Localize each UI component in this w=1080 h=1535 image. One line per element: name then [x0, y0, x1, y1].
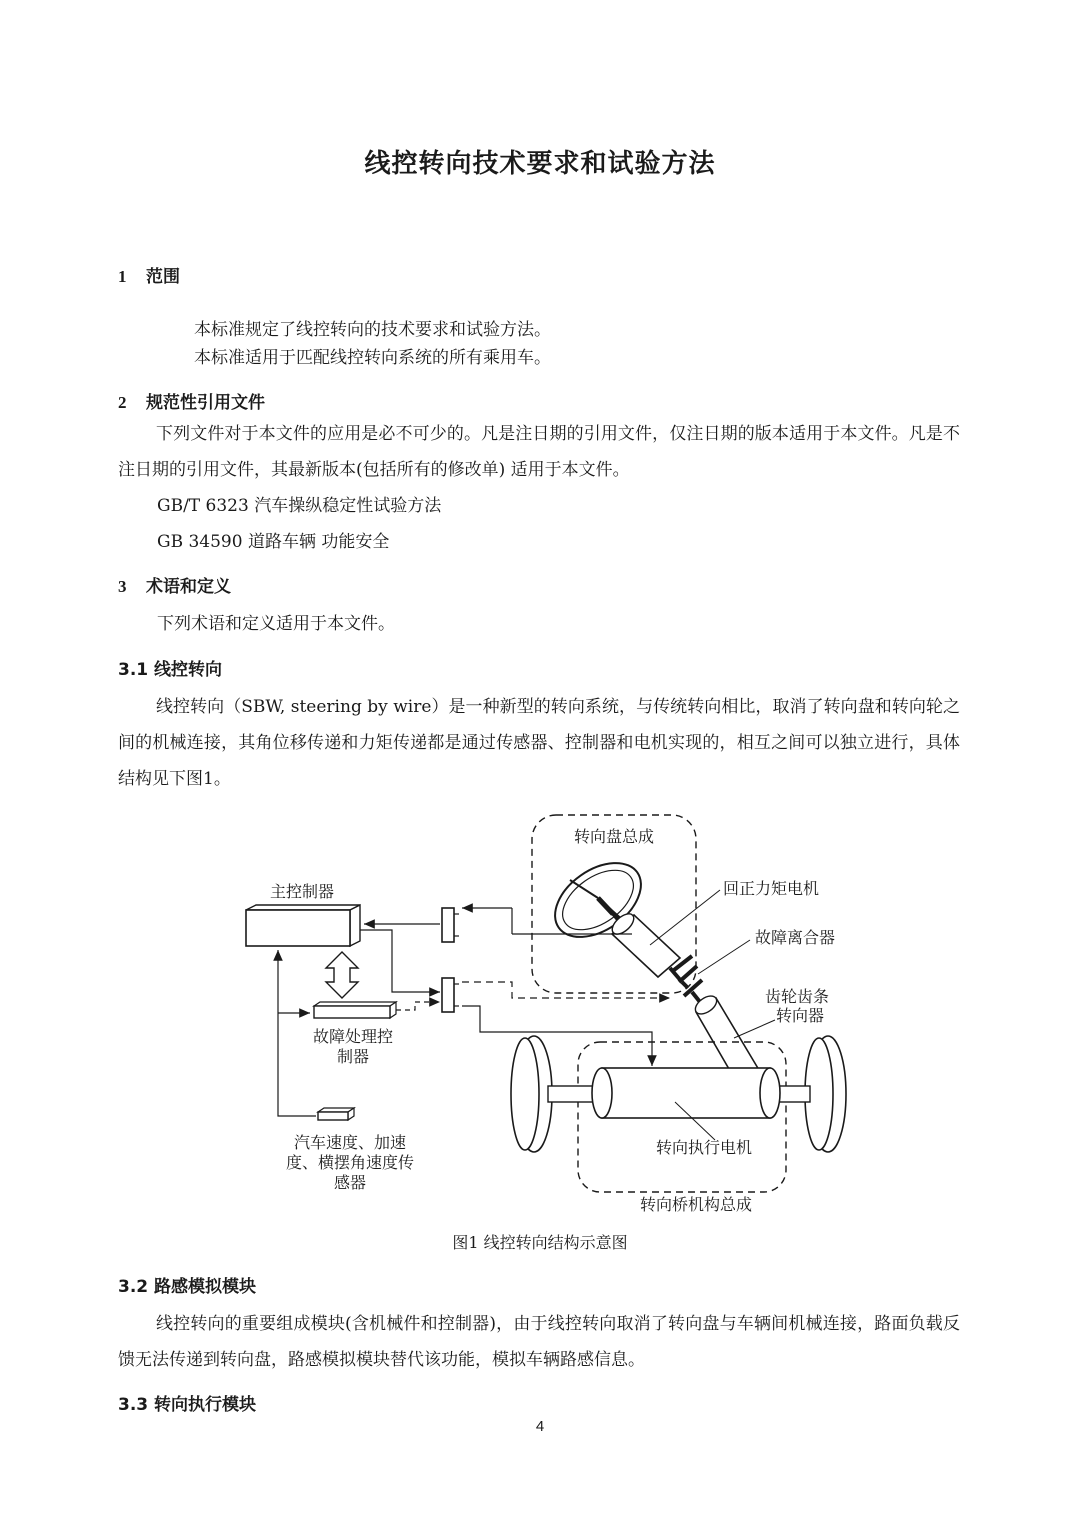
- section-1-number: 1: [118, 267, 127, 286]
- connector-lower-icon: [442, 978, 459, 1012]
- connector-upper-icon: [442, 908, 459, 942]
- steering-motor-label: 转向执行电机: [655, 1138, 753, 1157]
- sensors-label-1: 汽车速度、加速: [293, 1133, 407, 1152]
- left-wheel-icon: [511, 1036, 552, 1152]
- sbw-structure-diagram: [230, 810, 850, 1220]
- steering-wheel-assembly-label: 转向盘总成: [573, 827, 655, 846]
- axle-assembly-label: 转向桥机构总成: [639, 1195, 753, 1214]
- main-controller-icon: [246, 905, 360, 946]
- reference-1: GB/T 6323 汽车操纵稳定性试验方法: [157, 496, 442, 516]
- bidirectional-arrow-icon: [326, 952, 358, 998]
- section-3-1-paragraph: 线控转向（SBW, steering by wire）是一种新型的转向系统，与传统转向相比，取消了转向盘和转向轮之间的机械连接，其角位移传递和力矩传递都是通过传感器、控制器和电机实现的，相互之间可以独立进行，具体结构见下图1。: [118, 697, 960, 789]
- section-1-heading: [118, 262, 180, 287]
- main-controller-label: 主控制器: [269, 882, 335, 901]
- return-torque-motor-icon: [609, 910, 682, 982]
- section-3-title: 术语和定义: [146, 577, 231, 597]
- section-3-2-paragraph: 线控转向的重要组成模块(含机械件和控制器)，由于线控转向取消了转向盘与车辆间机械连接，路面负载反馈无法传递到转向盘，路感模拟模块替代该功能，模拟车辆路感信息。: [118, 1314, 960, 1370]
- return-torque-motor-label: 回正力矩电机: [723, 879, 820, 898]
- fault-controller-label-2: 制器: [336, 1047, 370, 1066]
- right-wheel-icon: [805, 1036, 846, 1152]
- section-2-paragraph: 下列文件对于本文件的应用是必不可少的。凡是注日期的引用文件，仅注日期的版本适用于本文件。凡是不注日期的引用文件，其最新版本(包括所有的修改单) 适用于本文件。: [118, 424, 960, 480]
- section-1-line-1: 本标准规定了线控转向的技术要求和试验方法。: [194, 320, 551, 340]
- rack-pinion-label-2: 转向器: [776, 1006, 825, 1025]
- section-2-heading: [118, 388, 265, 413]
- rack-pinion-label-1: 齿轮齿条: [765, 987, 830, 1006]
- section-3-1-heading: 3.1 线控转向: [118, 660, 223, 680]
- fault-controller-label-1: 故障处理控: [312, 1027, 394, 1046]
- fault-controller-icon: [314, 1002, 396, 1018]
- document-title: 线控转向技术要求和试验方法: [364, 149, 716, 179]
- section-3-intro: 下列术语和定义适用于本文件。: [157, 614, 395, 634]
- section-3-3-heading: 3.3 转向执行模块: [118, 1395, 257, 1415]
- fault-clutch-label: 故障离合器: [755, 928, 836, 947]
- section-3-2-heading: 3.2 路感模拟模块: [118, 1277, 257, 1297]
- section-2-number: 2: [118, 393, 127, 412]
- sensors-label-2: 度、横摆角速度传: [285, 1153, 415, 1172]
- page-number: 4: [535, 1418, 545, 1435]
- steering-motor-icon: [592, 1068, 780, 1118]
- section-1-line-2: 本标准适用于匹配线控转向系统的所有乘用车。: [194, 348, 551, 368]
- figure-caption: 图1 线控转向结构示意图: [452, 1233, 628, 1252]
- sensor-icon: [318, 1108, 354, 1120]
- sensors-label-3: 感器: [333, 1173, 367, 1192]
- section-2-title: 规范性引用文件: [146, 393, 265, 413]
- section-1-title: 范围: [146, 267, 180, 287]
- reference-2: GB 34590 道路车辆 功能安全: [157, 532, 390, 552]
- section-3-heading: [118, 572, 231, 597]
- section-3-number: 3: [118, 577, 127, 596]
